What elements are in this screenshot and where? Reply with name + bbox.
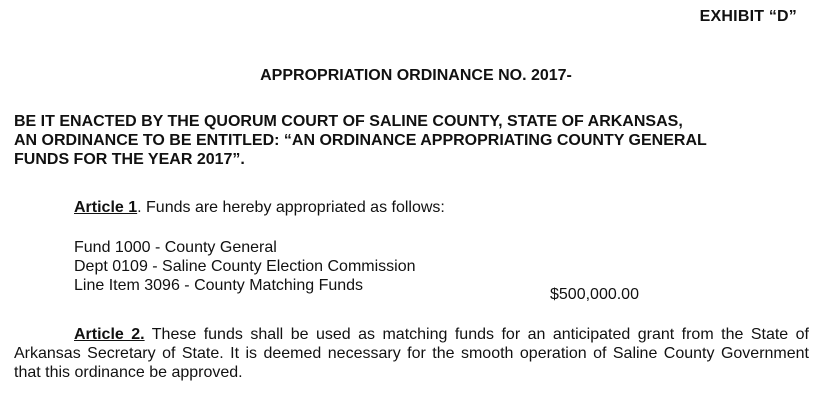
enactment-line: AN ORDINANCE TO BE ENTITLED: “AN ORDINANCE APPROPRIATING COUNTY GENERAL — [14, 132, 707, 149]
article-1-heading: Article 1 — [74, 199, 138, 216]
exhibit-label: EXHIBIT “D” — [699, 8, 797, 25]
fund-line: Fund 1000 - County General — [74, 239, 277, 256]
enactment-line: BE IT ENACTED BY THE QUORUM COURT OF SALINE COUNTY, STATE OF ARKANSAS, — [14, 113, 683, 130]
enactment-clause — [14, 112, 809, 169]
dept-line: Dept 0109 - Saline County Election Commission — [74, 258, 416, 275]
article-2-heading: Article 2. — [74, 326, 145, 343]
article-1 — [74, 199, 445, 217]
article-2-text: These funds shall be used as matching funds for an anticipated grant from the State of Arkansas Secretary of State. It is deemed necessary for the smooth operation of Saline County Government that this ordinance be approved. — [14, 326, 809, 381]
ordinance-title: APPROPRIATION ORDINANCE NO. 2017- — [260, 67, 572, 84]
appropriation-amount: $500,000.00 — [550, 286, 639, 303]
article-2 — [14, 325, 809, 382]
line-item-line: Line Item 3096 - County Matching Funds — [74, 277, 364, 294]
article-1-text: . Funds are hereby appropriated as follows: — [137, 199, 445, 216]
enactment-line: FUNDS FOR THE YEAR 2017”. — [14, 151, 245, 168]
fund-list — [74, 238, 416, 295]
